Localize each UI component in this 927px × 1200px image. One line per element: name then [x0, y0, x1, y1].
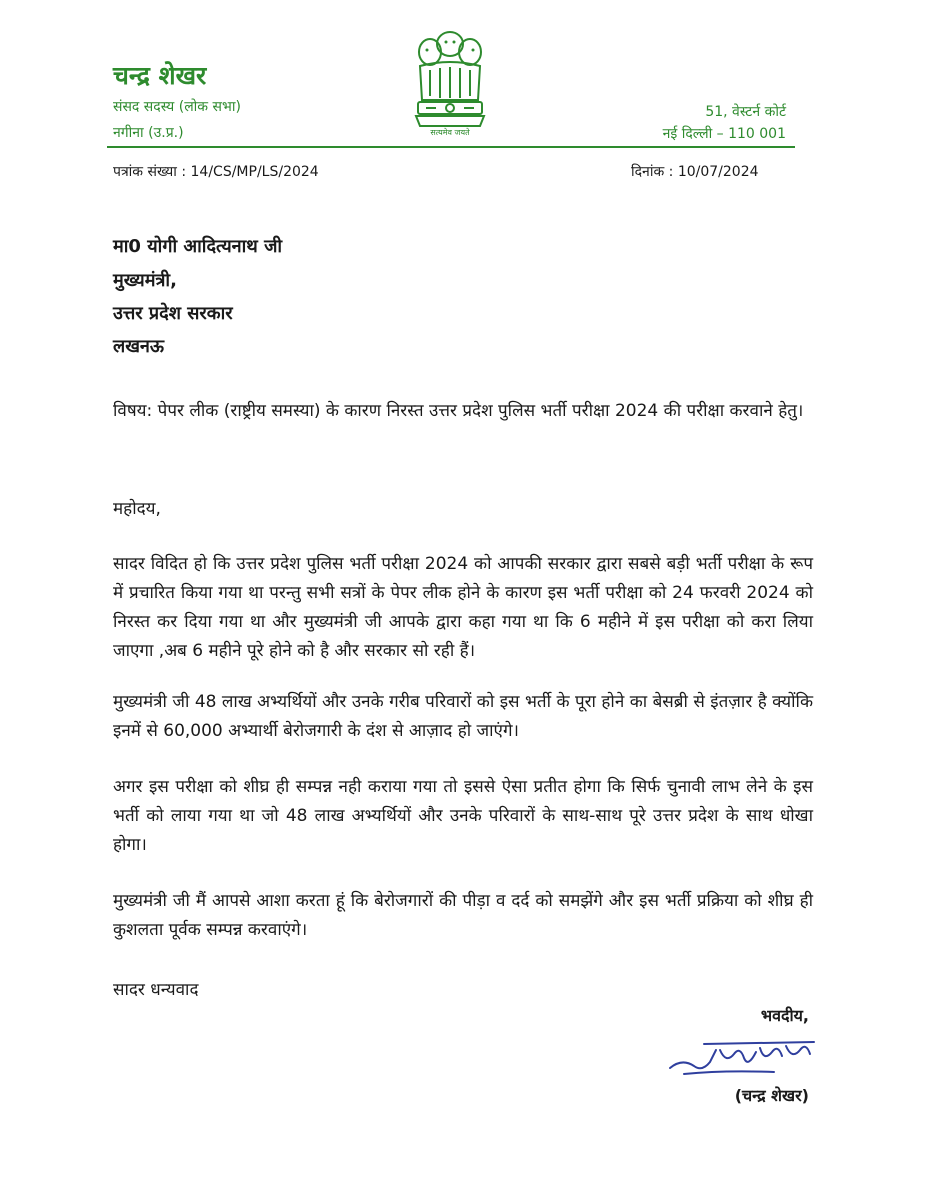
closing-thanks: सादर धन्यवाद [113, 980, 199, 1000]
address-line-1: 51, वेस्टर्न कोर्ट [705, 104, 786, 120]
letterhead-divider [107, 146, 795, 148]
salutation: महोदय, [113, 499, 161, 519]
handwritten-signature [664, 1030, 824, 1080]
emblem-motto: सत्यमेव जयते [430, 128, 470, 137]
mp-constituency: नगीना (उ.प्र.) [113, 125, 184, 141]
body-paragraph-2: मुख्यमंत्री जी 48 लाख अभ्यर्थियों और उनके गरीब परिवारों को इस भर्ती के पूरा होने का बेसब्री से इंतज़ार है क्योंकि इनमें से 60,000 अभ्यार्थी बेरोजगारी के दंश से आज़ाद हो जाएंगे। [113, 692, 813, 741]
reference-number: पत्रांक संख्या : 14/CS/MP/LS/2024 [113, 164, 319, 180]
addressee-government: उत्तर प्रदेश सरकार [113, 303, 233, 324]
signatory-name: (चन्द्र शेखर) [734, 1086, 809, 1105]
address-line-2: नई दिल्ली – 110 001 [662, 126, 786, 142]
body-paragraph-1: सादर विदित हो कि उत्तर प्रदेश पुलिस भर्ती परीक्षा 2024 को आपकी सरकार द्वारा सबसे बड़ी भर्ती परीक्षा के रूप में प्रचारित किया गया था परन्तु सभी सत्रों के पेपर लीक होने के कारण इस भर्ती परीक्षा को 24 फरवरी 2024 को निरस्त कर दिया गया था और मुख्यमंत्री जी आपके द्वारा कहा गया था कि 6 महीने में इस परीक्षा को करा लिया जाएगा ,अब 6 महीने पूरे होने को है और सरकार सो रही हैं। [113, 554, 813, 661]
addressee-title: मुख्यमंत्री, [113, 270, 177, 291]
body-paragraph-3: अगर इस परीक्षा को शीघ्र ही सम्पन्न नही कराया गया तो इससे ऐसा प्रतीत होगा कि सिर्फ चुनावी लाभ लेने के इस भर्ती को लाया गया था जो 48 लाख अभ्यर्थियों और उनके परिवारों के साथ-साथ पूरे उत्तर प्रदेश के साथ धोखा होगा। [113, 777, 813, 855]
closing-yours: भवदीय, [760, 1006, 809, 1025]
body-paragraph-4: मुख्यमंत्री जी मैं आपसे आशा करता हूं कि बेरोजगारों की पीड़ा व दर्द को समझेंगे और इस भर्ती प्रक्रिया को शीघ्र ही कुशलता पूर्वक सम्पन्न करवाएंगे। [113, 891, 813, 940]
letter-date: दिनांक : 10/07/2024 [631, 164, 759, 180]
mp-name: चन्द्र शेखर [113, 61, 207, 90]
addressee-city: लखनऊ [113, 336, 165, 357]
mp-designation: संसद सदस्य (लोक सभा) [113, 99, 241, 115]
addressee-name: मा0 योगी आदित्यनाथ जी [113, 236, 283, 257]
subject-line: विषय: पेपर लीक (राष्ट्रीय समस्या) के कारण निरस्त उत्तर प्रदेश पुलिस भर्ती परीक्षा 2024 की परीक्षा करवाने हेतु। [113, 401, 804, 421]
